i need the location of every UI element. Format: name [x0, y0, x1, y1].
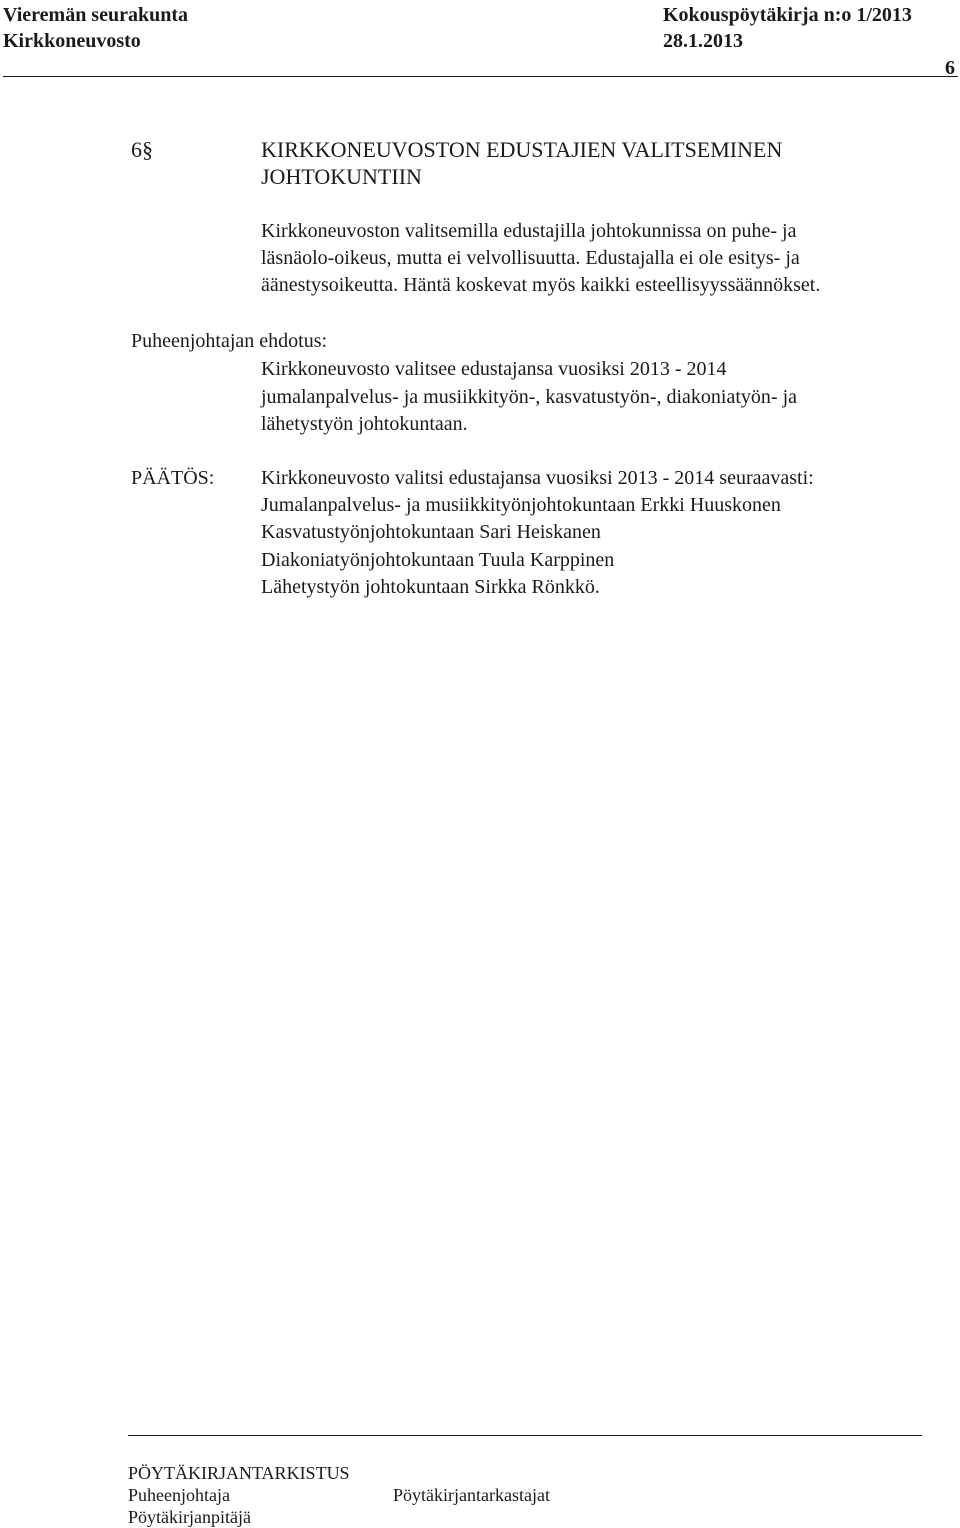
decision-label: PÄÄTÖS: — [131, 467, 215, 489]
decision-line: Kasvatustyönjohtokuntaan Sari Heiskanen — [261, 521, 601, 543]
proposal-line: lähetystyön johtokuntaan. — [261, 413, 468, 435]
footer-secretary-label: Pöytäkirjanpitäjä — [128, 1507, 251, 1527]
intro-line: Kirkkoneuvoston valitsemilla edustajilla johtokunnissa on puhe- ja — [261, 220, 797, 242]
proposal-line: Kirkkoneuvosto valitsee edustajansa vuosiksi 2013 - 2014 — [261, 358, 727, 380]
page-number: 6 — [945, 57, 955, 79]
intro-line: läsnäolo-oikeus, mutta ei velvollisuutta. Edustajalla ei ole esitys- ja — [261, 247, 800, 269]
section-title-line-1: KIRKKONEUVOSTON EDUSTAJIEN VALITSEMINEN — [261, 137, 783, 162]
footer-title: PÖYTÄKIRJANTARKISTUS — [128, 1463, 350, 1483]
organization-name: Vieremän seurakunta — [3, 4, 188, 26]
decision-line: Jumalanpalvelus- ja musiikkityönjohtokuntaan Erkki Huuskonen — [261, 494, 781, 516]
footer-chair-label: Puheenjohtaja — [128, 1485, 230, 1505]
proposal-line: jumalanpalvelus- ja musiikkityön-, kasvatustyön-, diakoniatyön- ja — [261, 386, 798, 408]
section-number-value: 6 — [131, 137, 142, 162]
intro-line: äänestysoikeutta. Häntä koskevat myös kaikki esteellisyyssäännökset. — [261, 274, 821, 296]
meeting-date: 28.1.2013 — [663, 30, 743, 52]
decision-line: Lähetystyön johtokuntaan Sirkka Rönkkö. — [261, 576, 600, 598]
section-title-line-2: JOHTOKUNTIIN — [261, 164, 422, 189]
footer-divider — [128, 1435, 922, 1436]
section-symbol: § — [142, 137, 153, 162]
section-number — [131, 139, 153, 161]
header-divider — [3, 76, 958, 77]
meeting-body: Kirkkoneuvosto — [3, 30, 141, 52]
minutes-title: Kokouspöytäkirja n:o 1/2013 — [663, 4, 912, 26]
decision-line: Diakoniatyönjohtokuntaan Tuula Karppinen — [261, 549, 615, 571]
decision-line: Kirkkoneuvosto valitsi edustajansa vuosiksi 2013 - 2014 seuraavasti: — [261, 467, 814, 489]
proposal-label: Puheenjohtajan ehdotus: — [131, 330, 328, 352]
footer-checkers-label: Pöytäkirjantarkastajat — [393, 1485, 550, 1505]
